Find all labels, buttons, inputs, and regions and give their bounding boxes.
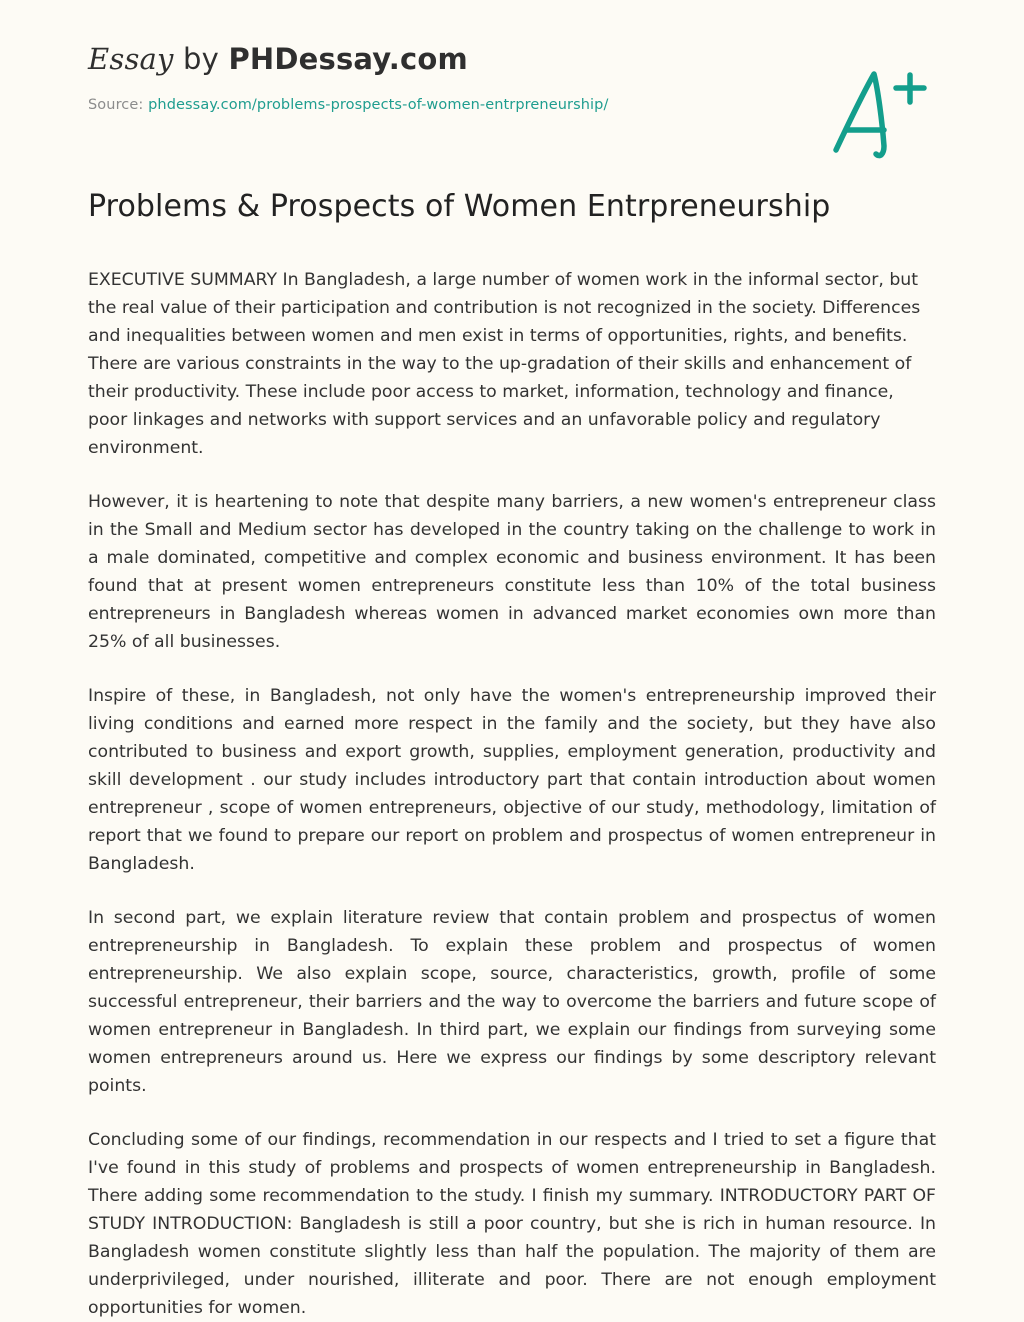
- brand: [88, 42, 936, 77]
- page-title: Problems & Prospects of Women Entrpreneurship: [88, 188, 831, 224]
- source-url-link[interactable]: phdessay.com/problems-prospects-of-women-entrpreneurship/: [148, 96, 609, 113]
- brand-site-label: PHDessay.com: [228, 42, 468, 76]
- brand-by-label: by: [183, 42, 220, 76]
- paragraph: Inspire of these, in Bangladesh, not only have the women's entrepreneurship improved their living conditions and earned more respect in the family and the society, but they have also contributed to business and export growth, supplies, employment generation, productivity and skill development . our study includes introductory part that contain introduction about women entrepreneur , scope of women entrepreneurs, objective of our study, methodology, limitation of report that we found to prepare our report on problem and prospectus of women entrepreneur in Bangladesh.: [88, 686, 936, 875]
- paragraph: In second part, we explain literature review that contain problem and prospectus of women entrepreneurship in Bangladesh. To explain these problem and prospectus of women entrepreneurship. We also explain scope, source, characteristics, growth, profile of some successful entrepreneur, their barriers and the way to overcome the barriers and future scope of women entrepreneur in Bangladesh. In third part, we explain our findings from surveying some women entrepreneurs around us. Here we express our findings by some descriptory relevant points.: [88, 908, 936, 1097]
- paragraph: Concluding some of our findings, recommendation in our respects and I tried to set a figure that I've found in this study of problems and prospects of women entrepreneurship in Bangladesh. There adding some recommendation to the study. I finish my summary. INTRODUCTORY PART OF STUDY INTRODUCTION: Bangladesh is still a poor country, but she is rich in human resource. In Bangladesh women constitute slightly less than half the population. The majority of them are underprivileged, under nourished, illiterate and poor. There are not enough employment opportunities for women.: [88, 1130, 936, 1319]
- paragraph: However, it is heartening to note that despite many barriers, a new women's entrepreneur class in the Small and Medium sector has developed in the country taking on the challenge to work in a male dominated, competitive and complex economic and business environment. It has been found that at present women entrepreneurs constitute less than 10% of the total business entrepreneurs in Bangladesh whereas women in advanced market economies own more than 25% of all businesses.: [88, 491, 936, 652]
- source-line: [88, 97, 936, 113]
- phdessay-logo-icon: [822, 62, 932, 162]
- paragraph: EXECUTIVE SUMMARY In Bangladesh, a large number of women work in the informal sector, but the real value of their participation and contribution is not recognized in the society. Differences and inequalities between women and men exist in terms of opportunities, rights, and benefits. There are various constraints in the way to the up-gradation of their skills and enhancement of their productivity. These include poor access to market, information, technology and finance, poor linkages and networks with support services and an unfavorable policy and regulatory environment.: [88, 269, 921, 458]
- source-label: Source:: [88, 96, 144, 113]
- masthead: [88, 0, 936, 113]
- document-body: [88, 266, 936, 1322]
- brand-essay-label: Essay: [88, 42, 174, 76]
